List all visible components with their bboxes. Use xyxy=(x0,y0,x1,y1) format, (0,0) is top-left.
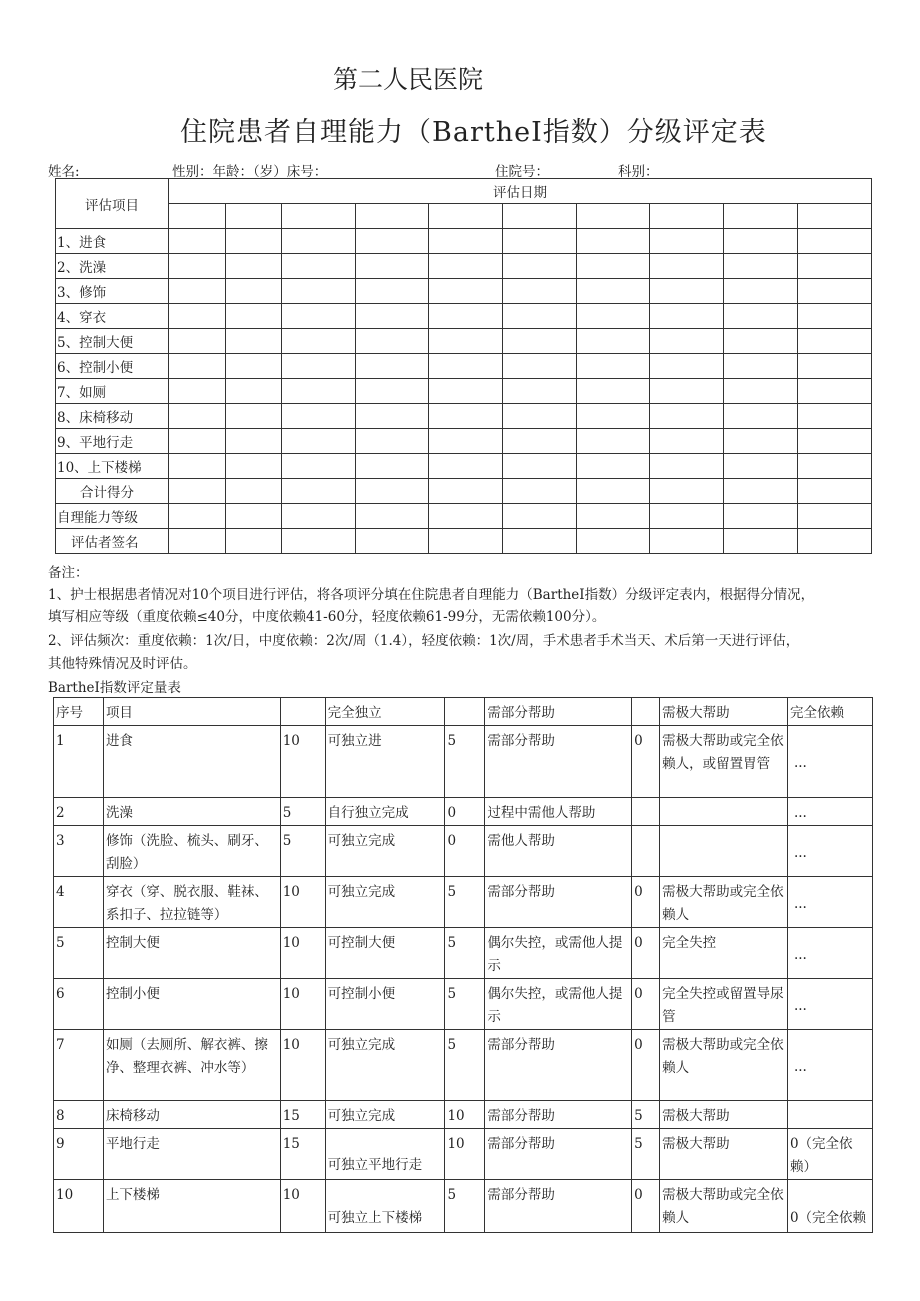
form-row xyxy=(56,379,872,404)
score-cell[interactable] xyxy=(282,479,355,504)
score-cell[interactable] xyxy=(429,429,503,454)
score-cell[interactable] xyxy=(797,429,871,454)
score-cell[interactable] xyxy=(650,379,724,404)
scale-row xyxy=(54,798,873,826)
score-cell[interactable] xyxy=(650,229,724,254)
form-row-label: 7、如厕 xyxy=(56,379,169,404)
item-header: 评估项目 xyxy=(56,179,169,229)
score-partial: 5 xyxy=(445,877,485,928)
scale-row xyxy=(54,928,873,979)
score-cell[interactable] xyxy=(355,254,428,279)
score-cell[interactable] xyxy=(355,279,428,304)
header-item: 项目 xyxy=(103,698,280,726)
score-major xyxy=(632,826,660,877)
score-cell[interactable] xyxy=(282,454,355,479)
score-cell[interactable] xyxy=(576,479,649,504)
score-partial: 0 xyxy=(445,798,485,826)
row-item: 控制小便 xyxy=(103,979,280,1030)
score-cell[interactable] xyxy=(429,304,503,329)
form-title: 住院患者自理能力（BartheI指数）分级评定表 xyxy=(180,117,767,148)
text-major: 需极大帮助或完全依赖人，或留置胃管 xyxy=(660,726,788,798)
form-row xyxy=(56,254,872,279)
score-cell[interactable] xyxy=(503,254,576,279)
row-no: 2 xyxy=(54,798,104,826)
score-cell[interactable] xyxy=(429,354,503,379)
score-cell[interactable] xyxy=(724,454,797,479)
form-row-label: 1、进食 xyxy=(56,229,169,254)
row-no: 1 xyxy=(54,726,104,798)
score-cell[interactable] xyxy=(429,479,503,504)
form-row xyxy=(56,429,872,454)
score-cell[interactable] xyxy=(429,529,503,554)
scale-row xyxy=(54,877,873,928)
score-cell[interactable] xyxy=(650,454,724,479)
form-row xyxy=(56,504,872,529)
text-dependent: ... xyxy=(787,798,872,826)
header-partial: 需部分帮助 xyxy=(485,698,632,726)
score-cell[interactable] xyxy=(503,354,576,379)
score-cell[interactable] xyxy=(429,404,503,429)
self-care-level-label: 自理能力等级 xyxy=(56,504,169,529)
score-cell[interactable] xyxy=(282,329,355,354)
date-header: 评估日期 xyxy=(169,179,872,204)
text-dependent: ... xyxy=(787,826,872,877)
score-cell[interactable] xyxy=(282,529,355,554)
text-partial: 需部分帮助 xyxy=(485,726,632,798)
header-independent: 完全独立 xyxy=(325,698,445,726)
hospital-name: 第二人民医院 xyxy=(333,65,484,94)
score-cell[interactable] xyxy=(503,229,576,254)
text-dependent: 0（完全依赖 xyxy=(787,1180,872,1233)
score-major: 5 xyxy=(632,1101,660,1129)
row-no: 6 xyxy=(54,979,104,1030)
score-partial: 5 xyxy=(445,979,485,1030)
score-partial: 5 xyxy=(445,928,485,979)
score-cell[interactable] xyxy=(355,329,428,354)
text-partial: 过程中需他人帮助 xyxy=(485,798,632,826)
score-cell[interactable] xyxy=(429,279,503,304)
score-partial: 5 xyxy=(445,1180,485,1233)
score-cell[interactable] xyxy=(576,254,649,279)
score-independent: 15 xyxy=(280,1101,325,1129)
notes-label: 备注： xyxy=(48,565,89,581)
form-row xyxy=(56,404,872,429)
text-major: 需极大帮助或完全依赖人 xyxy=(660,1030,788,1101)
score-cell[interactable] xyxy=(503,404,576,429)
score-cell[interactable] xyxy=(169,279,226,304)
score-cell[interactable] xyxy=(169,454,226,479)
score-cell[interactable] xyxy=(724,479,797,504)
score-cell[interactable] xyxy=(724,329,797,354)
score-cell[interactable] xyxy=(724,304,797,329)
barthel-scale-table xyxy=(53,697,873,1233)
score-cell[interactable] xyxy=(355,529,428,554)
row-item: 控制大便 xyxy=(103,928,280,979)
score-cell[interactable] xyxy=(650,329,724,354)
form-row-label: 9、平地行走 xyxy=(56,429,169,454)
date-cell[interactable] xyxy=(355,204,428,229)
row-no: 5 xyxy=(54,928,104,979)
score-cell[interactable] xyxy=(797,479,871,504)
text-dependent: ... xyxy=(787,1030,872,1101)
assessor-signature-label: 评估者签名 xyxy=(56,529,169,554)
form-row-label: 5、控制大便 xyxy=(56,329,169,354)
scale-header-row xyxy=(54,698,873,726)
text-independent: 可独立完成 xyxy=(325,826,445,877)
score-cell[interactable] xyxy=(429,329,503,354)
text-partial: 需部分帮助 xyxy=(485,1030,632,1101)
score-cell[interactable] xyxy=(503,529,576,554)
date-row xyxy=(56,204,872,229)
text-major: 完全失控或留置导尿管 xyxy=(660,979,788,1030)
score-independent: 10 xyxy=(280,979,325,1030)
score-partial: 5 xyxy=(445,1030,485,1101)
score-major: 0 xyxy=(632,1030,660,1101)
score-independent: 5 xyxy=(280,826,325,877)
score-cell[interactable] xyxy=(169,329,226,354)
score-cell[interactable] xyxy=(724,279,797,304)
date-cell[interactable] xyxy=(169,204,226,229)
text-dependent: ... xyxy=(787,979,872,1030)
score-cell[interactable] xyxy=(797,254,871,279)
score-cell[interactable] xyxy=(282,354,355,379)
scale-row xyxy=(54,826,873,877)
row-item: 穿衣（穿、脱衣服、鞋袜、系扣子、拉拉链等） xyxy=(103,877,280,928)
score-cell[interactable] xyxy=(429,504,503,529)
score-cell[interactable] xyxy=(355,229,428,254)
score-cell[interactable] xyxy=(169,254,226,279)
score-cell[interactable] xyxy=(576,354,649,379)
note-2-line-1: 2、评估频次：重度依赖：1次/日，中度依赖：2次/周（1.4），轻度依赖：1次/周，手术患者手术当天、术后第一天进行评估， xyxy=(48,633,800,649)
text-independent: 自行独立完成 xyxy=(325,798,445,826)
date-cell[interactable] xyxy=(282,204,355,229)
score-independent: 10 xyxy=(280,1030,325,1101)
date-cell[interactable] xyxy=(797,204,871,229)
score-cell[interactable] xyxy=(797,379,871,404)
text-dependent: ... xyxy=(787,877,872,928)
note-2-line-2: 其他特殊情况及时评估。 xyxy=(48,656,197,672)
text-major: 需极大帮助 xyxy=(660,1129,788,1180)
score-cell[interactable] xyxy=(282,404,355,429)
score-cell[interactable] xyxy=(503,504,576,529)
score-cell[interactable] xyxy=(355,429,428,454)
score-partial: 10 xyxy=(445,1101,485,1129)
date-cell[interactable] xyxy=(650,204,724,229)
score-cell[interactable] xyxy=(226,304,282,329)
text-dependent: ... xyxy=(787,928,872,979)
score-cell[interactable] xyxy=(282,229,355,254)
score-cell[interactable] xyxy=(355,304,428,329)
score-independent: 5 xyxy=(280,798,325,826)
score-cell[interactable] xyxy=(797,404,871,429)
header-dependent: 完全依赖 xyxy=(787,698,872,726)
form-row-label: 3、修饰 xyxy=(56,279,169,304)
form-row xyxy=(56,454,872,479)
row-no: 10 xyxy=(54,1180,104,1233)
score-cell[interactable] xyxy=(355,379,428,404)
score-cell[interactable] xyxy=(169,304,226,329)
score-cell[interactable] xyxy=(282,254,355,279)
score-cell[interactable] xyxy=(650,504,724,529)
scale-row xyxy=(54,979,873,1030)
score-cell[interactable] xyxy=(226,254,282,279)
score-cell[interactable] xyxy=(503,454,576,479)
score-cell[interactable] xyxy=(503,279,576,304)
text-dependent xyxy=(787,1101,872,1129)
score-major: 0 xyxy=(632,1180,660,1233)
score-cell[interactable] xyxy=(226,454,282,479)
score-cell[interactable] xyxy=(169,229,226,254)
score-cell[interactable] xyxy=(650,279,724,304)
header-no: 序号 xyxy=(54,698,104,726)
score-cell[interactable] xyxy=(576,529,649,554)
score-cell[interactable] xyxy=(503,429,576,454)
row-no: 4 xyxy=(54,877,104,928)
score-cell[interactable] xyxy=(576,304,649,329)
score-partial: 10 xyxy=(445,1129,485,1180)
score-cell[interactable] xyxy=(797,504,871,529)
score-cell[interactable] xyxy=(355,404,428,429)
text-independent: 可独立完成 xyxy=(325,877,445,928)
score-cell[interactable] xyxy=(169,529,226,554)
row-no: 3 xyxy=(54,826,104,877)
score-cell[interactable] xyxy=(576,229,649,254)
form-row xyxy=(56,529,872,554)
text-dependent: ... xyxy=(787,726,872,798)
form-row-label: 8、床椅移动 xyxy=(56,404,169,429)
evaluation-form-table xyxy=(55,178,872,554)
form-row-label: 2、洗澡 xyxy=(56,254,169,279)
score-cell[interactable] xyxy=(429,254,503,279)
score-cell[interactable] xyxy=(503,379,576,404)
date-cell[interactable] xyxy=(429,204,503,229)
score-cell[interactable] xyxy=(226,429,282,454)
score-cell[interactable] xyxy=(169,504,226,529)
score-cell[interactable] xyxy=(226,229,282,254)
text-major xyxy=(660,798,788,826)
row-item: 上下楼梯 xyxy=(103,1180,280,1233)
score-independent: 10 xyxy=(280,877,325,928)
row-item: 洗澡 xyxy=(103,798,280,826)
form-row-label: 6、控制小便 xyxy=(56,354,169,379)
row-no: 7 xyxy=(54,1030,104,1101)
text-partial: 需部分帮助 xyxy=(485,1129,632,1180)
score-major: 5 xyxy=(632,1129,660,1180)
score-independent: 10 xyxy=(280,1180,325,1233)
score-major: 0 xyxy=(632,877,660,928)
text-independent: 可独立完成 xyxy=(325,1101,445,1129)
score-cell[interactable] xyxy=(576,404,649,429)
score-cell[interactable] xyxy=(355,354,428,379)
header-major: 需极大帮助 xyxy=(660,698,788,726)
score-cell[interactable] xyxy=(226,329,282,354)
text-partial: 需部分帮助 xyxy=(485,1180,632,1233)
text-independent: 可独立进 xyxy=(325,726,445,798)
score-cell[interactable] xyxy=(724,354,797,379)
text-independent: 可独立完成 xyxy=(325,1030,445,1101)
form-row-label: 10、上下楼梯 xyxy=(56,454,169,479)
date-cell[interactable] xyxy=(503,204,576,229)
score-cell[interactable] xyxy=(169,354,226,379)
text-partial: 需他人帮助 xyxy=(485,826,632,877)
score-cell[interactable] xyxy=(169,404,226,429)
sex-age-bed-label: 性别：年龄：（岁）床号： xyxy=(172,164,328,180)
score-cell[interactable] xyxy=(724,429,797,454)
score-cell[interactable] xyxy=(650,404,724,429)
score-cell[interactable] xyxy=(797,229,871,254)
patient-name-label: 姓名: xyxy=(48,164,80,180)
scale-row xyxy=(54,1180,873,1233)
score-cell[interactable] xyxy=(282,279,355,304)
text-major: 需极大帮助或完全依赖人 xyxy=(660,1180,788,1233)
score-cell[interactable] xyxy=(282,504,355,529)
score-cell[interactable] xyxy=(429,229,503,254)
score-cell[interactable] xyxy=(576,279,649,304)
score-cell[interactable] xyxy=(226,529,282,554)
text-independent: 可独立平地行走 xyxy=(325,1129,445,1180)
score-cell[interactable] xyxy=(650,529,724,554)
score-cell[interactable] xyxy=(169,379,226,404)
score-cell[interactable] xyxy=(797,279,871,304)
text-major: 完全失控 xyxy=(660,928,788,979)
score-cell[interactable] xyxy=(503,479,576,504)
score-cell[interactable] xyxy=(503,304,576,329)
score-cell[interactable] xyxy=(503,329,576,354)
score-cell[interactable] xyxy=(355,504,428,529)
form-row xyxy=(56,479,872,504)
text-major xyxy=(660,826,788,877)
date-cell[interactable] xyxy=(576,204,649,229)
score-cell[interactable] xyxy=(226,404,282,429)
score-cell[interactable] xyxy=(576,504,649,529)
date-cell[interactable] xyxy=(724,204,797,229)
score-cell[interactable] xyxy=(226,479,282,504)
score-cell[interactable] xyxy=(576,429,649,454)
score-partial: 0 xyxy=(445,826,485,877)
score-cell[interactable] xyxy=(650,479,724,504)
text-independent: 可控制小便 xyxy=(325,979,445,1030)
score-cell[interactable] xyxy=(429,379,503,404)
score-cell[interactable] xyxy=(282,429,355,454)
text-partial: 偶尔失控，或需他人提示 xyxy=(485,928,632,979)
note-1-line-2: 填写相应等级（重度依赖≤40分，中度依赖41-60分，轻度依赖61-99分，无需依赖100分）。 xyxy=(48,609,606,625)
scale-row xyxy=(54,726,873,798)
scale-row xyxy=(54,1129,873,1180)
score-cell[interactable] xyxy=(797,529,871,554)
score-cell[interactable] xyxy=(650,254,724,279)
row-item: 平地行走 xyxy=(103,1129,280,1180)
form-row xyxy=(56,329,872,354)
text-partial: 需部分帮助 xyxy=(485,1101,632,1129)
score-independent: 10 xyxy=(280,726,325,798)
score-cell[interactable] xyxy=(650,429,724,454)
score-cell[interactable] xyxy=(797,354,871,379)
score-cell[interactable] xyxy=(797,454,871,479)
score-cell[interactable] xyxy=(650,304,724,329)
note-1-line-1: 1、护士根据患者情况对10个项目进行评估，将各项评分填在住院患者自理能力（BartheI指数）分级评定表内，根据得分情况， xyxy=(48,587,815,603)
text-major: 需极大帮助或完全依赖人 xyxy=(660,877,788,928)
score-cell[interactable] xyxy=(724,504,797,529)
score-cell[interactable] xyxy=(429,454,503,479)
row-no: 8 xyxy=(54,1101,104,1129)
row-item: 如厕（去厕所、解衣裤、擦净、整理衣裤、冲水等） xyxy=(103,1030,280,1101)
score-cell[interactable] xyxy=(169,429,226,454)
score-cell[interactable] xyxy=(355,479,428,504)
scale-row xyxy=(54,1101,873,1129)
score-cell[interactable] xyxy=(576,454,649,479)
text-independent: 可控制大便 xyxy=(325,928,445,979)
text-independent: 可独立上下楼梯 xyxy=(325,1180,445,1233)
scale-title: BartheI指数评定量表 xyxy=(48,680,181,696)
score-cell[interactable] xyxy=(282,379,355,404)
score-cell[interactable] xyxy=(724,529,797,554)
score-cell[interactable] xyxy=(797,304,871,329)
text-partial: 偶尔失控，或需他人提示 xyxy=(485,979,632,1030)
score-cell[interactable] xyxy=(724,254,797,279)
score-cell[interactable] xyxy=(282,304,355,329)
row-no: 9 xyxy=(54,1129,104,1180)
admission-no-label: 住院号： xyxy=(495,164,549,180)
score-independent: 10 xyxy=(280,928,325,979)
score-cell[interactable] xyxy=(226,279,282,304)
score-cell[interactable] xyxy=(797,329,871,354)
row-item: 床椅移动 xyxy=(103,1101,280,1129)
score-cell[interactable] xyxy=(650,354,724,379)
score-independent: 15 xyxy=(280,1129,325,1180)
form-row xyxy=(56,354,872,379)
text-partial: 需部分帮助 xyxy=(485,877,632,928)
form-row xyxy=(56,229,872,254)
score-cell[interactable] xyxy=(226,379,282,404)
text-dependent: 0（完全依赖） xyxy=(787,1129,872,1180)
form-row xyxy=(56,279,872,304)
score-cell[interactable] xyxy=(169,479,226,504)
score-cell[interactable] xyxy=(226,504,282,529)
score-major: 0 xyxy=(632,726,660,798)
form-row-label: 4、穿衣 xyxy=(56,304,169,329)
score-cell[interactable] xyxy=(355,454,428,479)
score-cell[interactable] xyxy=(576,329,649,354)
date-cell[interactable] xyxy=(226,204,282,229)
department-label: 科别： xyxy=(618,164,659,180)
score-cell[interactable] xyxy=(724,229,797,254)
score-major: 0 xyxy=(632,979,660,1030)
form-row xyxy=(56,304,872,329)
scale-row xyxy=(54,1030,873,1101)
score-cell[interactable] xyxy=(226,354,282,379)
row-item: 进食 xyxy=(103,726,280,798)
score-major xyxy=(632,798,660,826)
score-cell[interactable] xyxy=(724,379,797,404)
score-partial: 5 xyxy=(445,726,485,798)
total-score-label: 合计得分 xyxy=(56,479,169,504)
score-cell[interactable] xyxy=(576,379,649,404)
score-cell[interactable] xyxy=(724,404,797,429)
score-major: 0 xyxy=(632,928,660,979)
row-item: 修饰（洗脸、梳头、刷牙、刮脸） xyxy=(103,826,280,877)
text-major: 需极大帮助 xyxy=(660,1101,788,1129)
